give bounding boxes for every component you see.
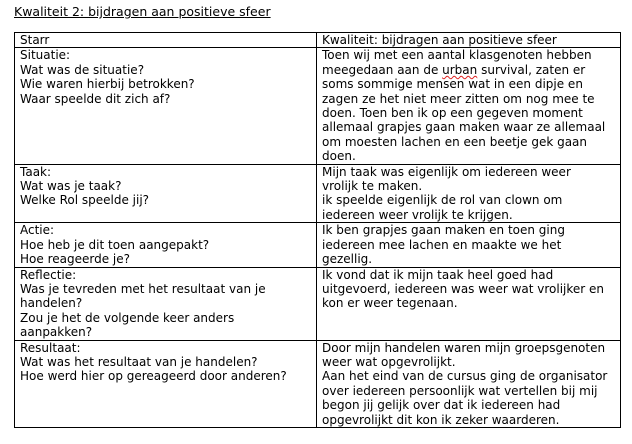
table-header-row — [15, 33, 621, 48]
cell-actie-answer — [317, 223, 621, 267]
cell-taak-question — [15, 164, 317, 223]
question-line: handelen? — [20, 296, 83, 311]
answer-line: begon jij gelijk over dat ik iedereen had — [322, 398, 561, 413]
answer-line: gezellig. — [322, 252, 373, 267]
answer-line: Aan het eind van de cursus ging de organisator — [322, 369, 608, 384]
table-row-resultaat — [15, 340, 621, 427]
answer-line: opgevrolijkt dit kon ik zeker waarderen. — [322, 412, 560, 427]
cell-resultaat-answer — [317, 340, 621, 427]
question-line: Taak: — [20, 164, 52, 179]
document-title: Kwaliteit 2: bijdragen aan positieve sfeer — [14, 4, 271, 19]
cell-taak-answer — [317, 164, 621, 223]
question-line: Wat was de situatie? — [20, 62, 145, 77]
question-line: Actie: — [20, 223, 55, 238]
answer-line: allemaal grapjes gaan maken waar ze allemaal — [322, 120, 606, 135]
header-kwaliteit-label: Kwaliteit: bijdragen aan positieve sfeer — [322, 33, 557, 47]
question-line: Hoe heb je dit toen aangepakt? — [20, 237, 210, 252]
header-starr — [15, 33, 317, 48]
answer-line: Mijn taak was eigenlijk om iedereen weer — [322, 164, 571, 179]
cell-reflectie-answer — [317, 267, 621, 340]
answer-line: iedereen weer vrolijk te krijgen. — [322, 207, 513, 222]
cell-situatie-question — [15, 48, 317, 164]
question-line: Hoe reageerde je? — [20, 252, 130, 267]
spellcheck-word: urban — [442, 62, 478, 77]
answer-line: doen. Toen ben ik op een gegeven moment — [322, 106, 583, 121]
cell-resultaat-question — [15, 340, 317, 427]
answer-line: zagen ze het niet meer zitten om nog mee te — [322, 91, 595, 106]
question-line: Wie waren hierbij betrokken? — [20, 77, 195, 92]
table-row-taak — [15, 164, 621, 223]
question-line: Situatie: — [20, 48, 71, 63]
table-row-actie — [15, 223, 621, 267]
answer-line: over iedereen persoonlijk wat vertellen bij mij — [322, 383, 598, 398]
question-line: Reflectie: — [20, 267, 77, 282]
starr-table — [14, 32, 621, 428]
question-line: Resultaat: — [20, 340, 81, 355]
answer-line: Ik ben grapjes gaan maken en toen ging — [322, 223, 565, 238]
table-row-situatie — [15, 48, 621, 164]
answer-line: uitgevoerd, iedereen was weer wat vrolijker en — [322, 281, 605, 296]
answer-line: doen. — [322, 149, 356, 164]
question-line: Hoe werd hier op gereageerd door anderen? — [20, 369, 287, 384]
question-line: Wat was het resultaat van je handelen? — [20, 354, 258, 369]
answer-line: Door mijn handelen waren mijn groepsgenoten — [322, 340, 606, 355]
table-row-reflectie — [15, 267, 621, 340]
question-line: aanpakken? — [20, 325, 93, 340]
question-line: Wat was je taak? — [20, 179, 122, 194]
answer-line: Ik vond dat ik mijn taak heel goed had — [322, 267, 554, 282]
answer-line: Toen wij met een aantal klasgenoten hebben — [322, 48, 592, 63]
question-line: Zou je het de volgende keer anders — [20, 310, 235, 325]
header-starr-label: Starr — [20, 33, 50, 47]
cell-situatie-answer — [317, 48, 621, 164]
answer-line: weer wat opgevrolijkt. — [322, 354, 456, 369]
header-kwaliteit — [317, 33, 621, 48]
answer-line: ik speelde eigenlijk de rol van clown om — [322, 193, 563, 208]
cell-reflectie-question — [15, 267, 317, 340]
question-line: Waar speelde dit zich af? — [20, 91, 171, 106]
answer-line: kon er weer tegenaan. — [322, 296, 458, 311]
answer-line: om moesten lachen en een beetje gek gaan — [322, 134, 588, 149]
answer-line: vrolijk te maken. — [322, 179, 423, 194]
cell-actie-question — [15, 223, 317, 267]
answer-line: iedereen mee lachen en maakte we het — [322, 237, 562, 252]
answer-line: soms sommige mensen wat in een dipje en — [322, 77, 583, 92]
question-line: Welke Rol speelde jij? — [20, 193, 150, 208]
question-line: Was je tevreden met het resultaat van je — [20, 281, 266, 296]
answer-line-urban: meegedaan aan de urban survival, zaten er — [322, 62, 586, 77]
